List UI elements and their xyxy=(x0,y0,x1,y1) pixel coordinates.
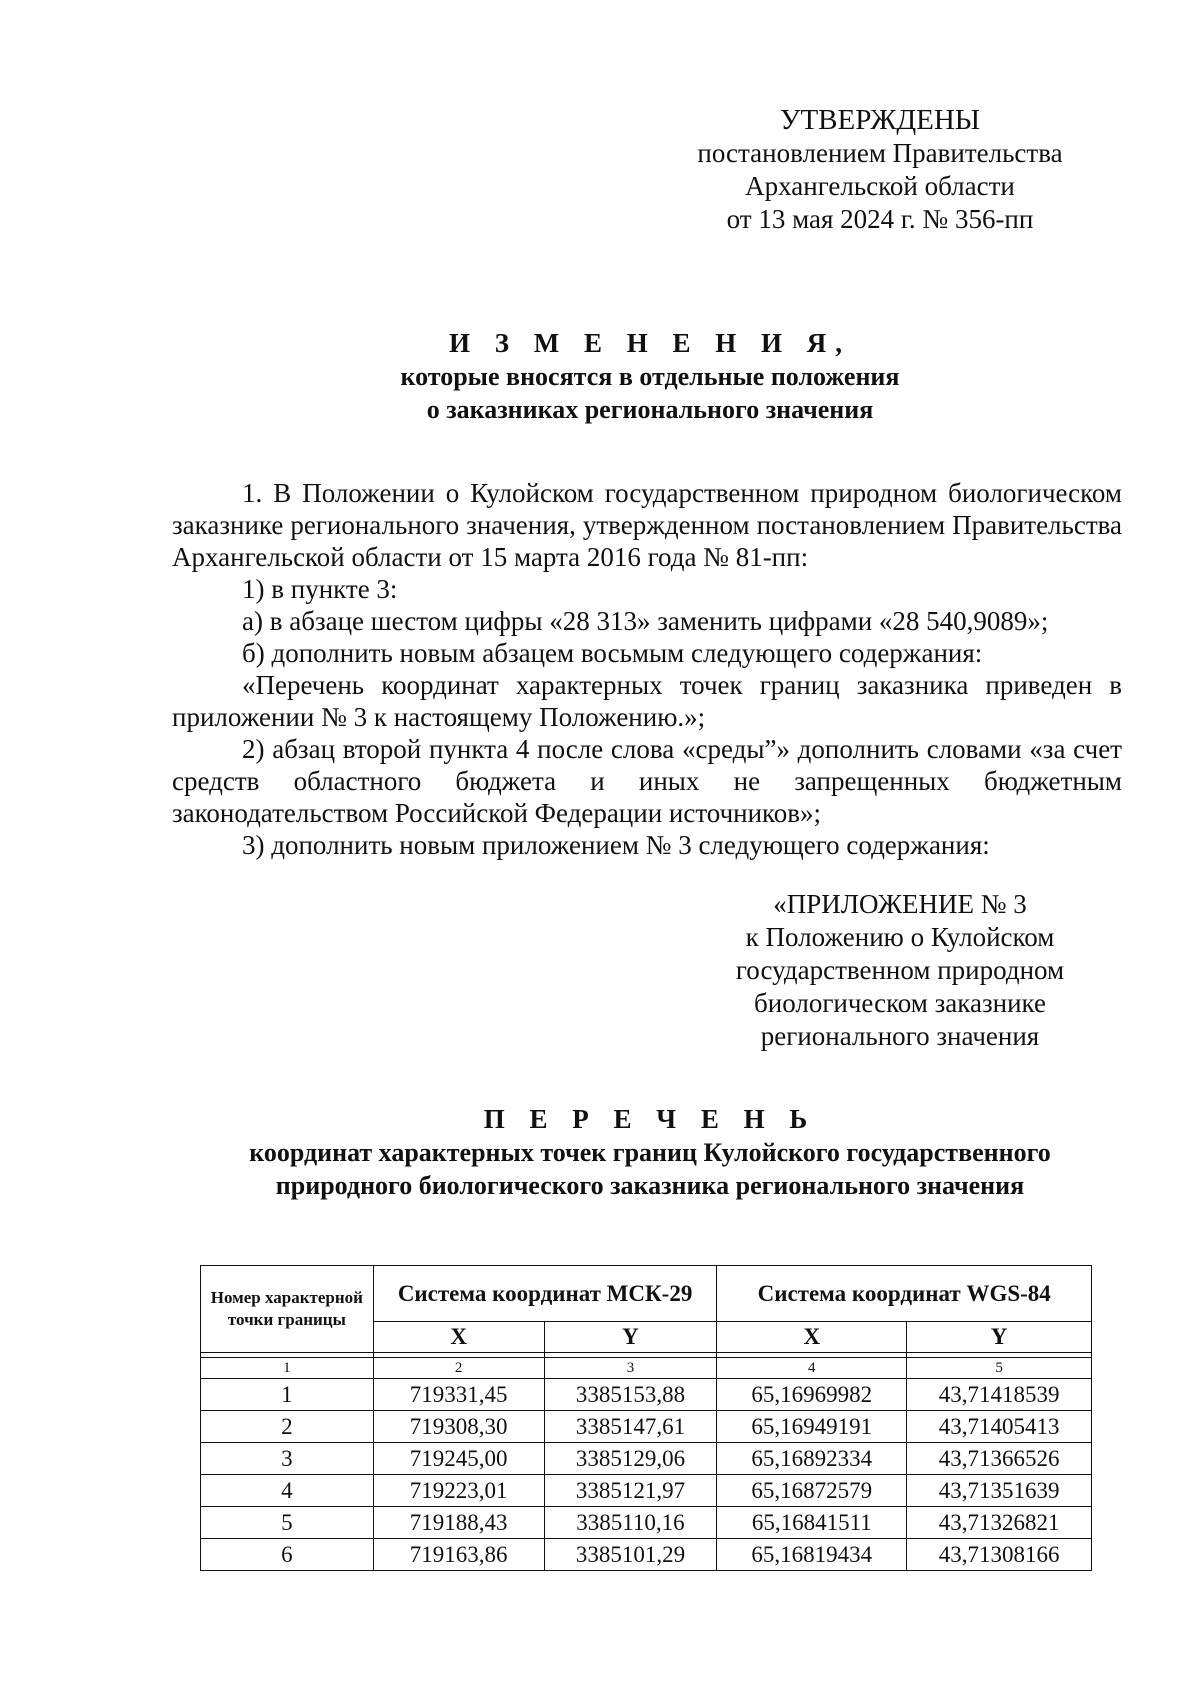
approval-line-4: от 13 мая 2024 г. № 356-пп xyxy=(726,204,1034,234)
table-cell: 65,16819434 xyxy=(717,1539,907,1571)
table-cell: 1 xyxy=(201,1379,374,1411)
header-msk29: Система координат МСК-29 xyxy=(373,1266,717,1322)
table-cell: 3385101,29 xyxy=(544,1539,717,1571)
table-cell: 3385147,61 xyxy=(544,1411,717,1443)
annex-line-3: государственном природном xyxy=(735,955,1065,985)
table-cell: 3385153,88 xyxy=(544,1379,717,1411)
table-cell: 3385110,16 xyxy=(544,1507,717,1539)
table-row xyxy=(201,1539,1092,1571)
table-row xyxy=(201,1379,1092,1411)
changes-subtitle-2: о заказниках регионального значения xyxy=(426,395,874,424)
table-cell: 3385129,06 xyxy=(544,1443,717,1475)
table-row xyxy=(201,1443,1092,1475)
table-cell: 719223,01 xyxy=(373,1475,544,1507)
approval-line-3: Архангельской области xyxy=(745,171,1015,201)
column-number: 5 xyxy=(907,1358,1092,1379)
annex-line-5: регионального значения xyxy=(760,1021,1040,1051)
header-msk-y: Y xyxy=(544,1322,717,1353)
document-body xyxy=(172,477,1122,861)
table-cell: 3385121,97 xyxy=(544,1475,717,1507)
table-cell: 3 xyxy=(201,1443,374,1475)
table-cell: 4 xyxy=(201,1475,374,1507)
table-cell: 719331,45 xyxy=(373,1379,544,1411)
header-wgs-y: Y xyxy=(907,1322,1092,1353)
list-subtitle-1: координат характерных точек границ Кулойского государственного xyxy=(249,1138,1051,1167)
paragraph-3: а) в абзаце шестом цифры «28 313» заменить цифрами «28 540,9089»; xyxy=(242,606,1049,636)
table-cell: 2 xyxy=(201,1411,374,1443)
table-cell: 65,16892334 xyxy=(717,1443,907,1475)
table-cell: 65,16949191 xyxy=(717,1411,907,1443)
header-msk-x: X xyxy=(373,1322,544,1353)
coordinates-table xyxy=(200,1265,1092,1571)
annex-line-1: «ПРИЛОЖЕНИЕ № 3 xyxy=(773,889,1027,919)
paragraph-1: 1. В Положении о Кулойском государственном природном биологическом заказнике регионального значения, утвержденном постановлением Правительства Архангельской области от 15 марта 2016 года № 81-пп: xyxy=(172,478,1122,572)
column-number: 1 xyxy=(201,1358,374,1379)
changes-subtitle-1: которые вносятся в отдельные положения xyxy=(400,362,900,391)
paragraph-4: б) дополнить новым абзацем восьмым следующего содержания: xyxy=(242,638,983,668)
paragraph-6: 2) абзац второй пункта 4 после слова «среды”» дополнить словами «за счет средств областного бюджета и иных не запрещенных бюджетным законодательством Российской Федерации источников»; xyxy=(172,734,1122,828)
table-cell: 65,16872579 xyxy=(717,1475,907,1507)
column-numbers-row xyxy=(201,1358,1092,1379)
header-wgs-x: X xyxy=(717,1322,907,1353)
table-cell: 719188,43 xyxy=(373,1507,544,1539)
paragraph-2: 1) в пункте 3: xyxy=(242,574,398,604)
changes-heading: И З М Е Н Е Н И Я, xyxy=(448,328,851,358)
paragraph-5: «Перечень координат характерных точек границ заказника приведен в приложении № 3 к настоящему Положению.»; xyxy=(172,670,1122,732)
table-cell: 719245,00 xyxy=(373,1443,544,1475)
table-cell: 43,71418539 xyxy=(907,1379,1092,1411)
paragraph-7: 3) дополнить новым приложением № 3 следующего содержания: xyxy=(242,830,990,860)
approval-block xyxy=(660,104,1100,236)
table-cell: 43,71366526 xyxy=(907,1443,1092,1475)
list-title xyxy=(150,1103,1150,1202)
header-wgs84: Система координат WGS-84 xyxy=(717,1266,1092,1322)
approval-line-1: УТВЕРЖДЕНЫ xyxy=(779,104,981,136)
list-subtitle-2: природного биологического заказника регионального значения xyxy=(275,1171,1025,1200)
annex-line-4: биологическом заказнике xyxy=(754,988,1046,1018)
table-cell: 719308,30 xyxy=(373,1411,544,1443)
table-cell: 6 xyxy=(201,1539,374,1571)
column-number: 3 xyxy=(544,1358,717,1379)
changes-title xyxy=(150,327,1150,426)
approval-line-2: постановлением Правительства xyxy=(697,138,1063,168)
list-heading: П Е Р Е Ч Е Н Ь xyxy=(483,1104,817,1134)
table-cell: 65,16841511 xyxy=(717,1507,907,1539)
table-row xyxy=(201,1411,1092,1443)
table-cell: 5 xyxy=(201,1507,374,1539)
table-cell: 65,16969982 xyxy=(717,1379,907,1411)
table-row xyxy=(201,1475,1092,1507)
header-point-number: Номер характерной точки границы xyxy=(201,1266,374,1353)
column-number: 4 xyxy=(717,1358,907,1379)
annex-block xyxy=(700,888,1100,1053)
annex-line-2: к Положению о Кулойском xyxy=(745,922,1055,952)
table-cell: 43,71308166 xyxy=(907,1539,1092,1571)
table-cell: 43,71326821 xyxy=(907,1507,1092,1539)
table-row xyxy=(201,1507,1092,1539)
table-cell: 719163,86 xyxy=(373,1539,544,1571)
column-number: 2 xyxy=(373,1358,544,1379)
table-cell: 43,71351639 xyxy=(907,1475,1092,1507)
table-cell: 43,71405413 xyxy=(907,1411,1092,1443)
